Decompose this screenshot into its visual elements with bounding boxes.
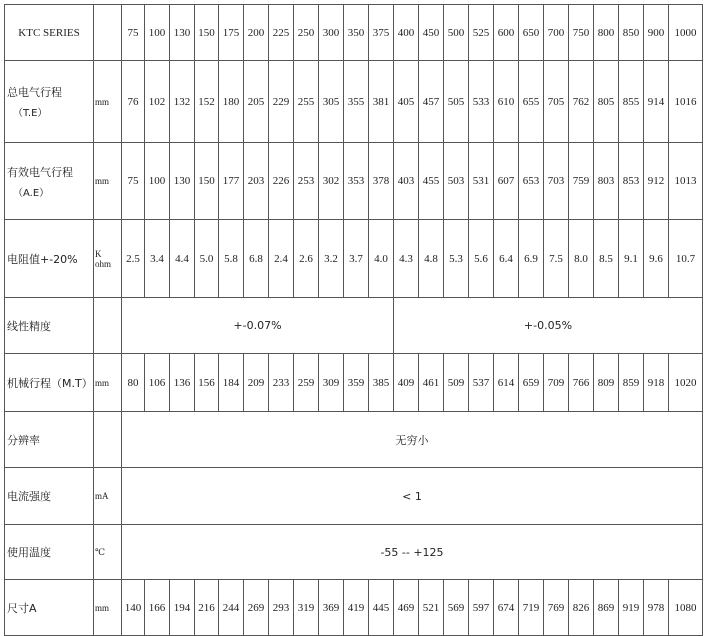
cell-te-8: 305 [319, 61, 344, 143]
cell-resistance-5: 6.8 [244, 220, 269, 298]
linearity-value-a: +-0.07% [122, 298, 394, 354]
cell-resistance-6: 2.4 [269, 220, 294, 298]
row-label-te-text: 总电气行程 [7, 86, 62, 99]
cell-te-22: 1016 [669, 61, 703, 143]
cell-te-5: 205 [244, 61, 269, 143]
cell-te-7: 255 [294, 61, 319, 143]
cell-dim_a-16: 719 [519, 580, 544, 636]
cell-ae-5: 203 [244, 143, 269, 220]
cell-header-16: 650 [519, 5, 544, 61]
cell-ae-1: 100 [145, 143, 170, 220]
cell-header-10: 375 [369, 5, 394, 61]
cell-dim_a-10: 445 [369, 580, 394, 636]
cell-header-21: 900 [644, 5, 669, 61]
row-unit-resistance-ohm: ohm [95, 258, 112, 269]
row-label-ae-sub: （A.E） [13, 187, 50, 199]
cell-ae-4: 177 [219, 143, 244, 220]
cell-mt-12: 461 [419, 354, 444, 412]
linearity-value-b: +-0.05% [394, 298, 703, 354]
cell-resistance-11: 4.3 [394, 220, 419, 298]
cell-te-12: 457 [419, 61, 444, 143]
cell-mt-2: 136 [170, 354, 195, 412]
cell-dim_a-9: 419 [344, 580, 369, 636]
row-label-te [5, 61, 94, 143]
cell-resistance-3: 5.0 [195, 220, 219, 298]
row-label-temperature: 使用温度 [5, 525, 94, 580]
cell-mt-0: 80 [122, 354, 145, 412]
cell-header-5: 200 [244, 5, 269, 61]
cell-ae-7: 253 [294, 143, 319, 220]
cell-header-14: 525 [469, 5, 494, 61]
cell-te-11: 405 [394, 61, 419, 143]
cell-ae-6: 226 [269, 143, 294, 220]
row-unit-resistance [94, 220, 122, 298]
row-label-resolution: 分辨率 [5, 412, 94, 468]
cell-dim_a-14: 597 [469, 580, 494, 636]
cell-header-12: 450 [419, 5, 444, 61]
cell-resistance-1: 3.4 [145, 220, 170, 298]
cell-dim_a-1: 166 [145, 580, 170, 636]
row-label-current: 电流强度 [5, 468, 94, 525]
cell-header-13: 500 [444, 5, 469, 61]
cell-dim_a-18: 826 [569, 580, 594, 636]
row-unit-te: mm [94, 61, 122, 143]
cell-ae-12: 455 [419, 143, 444, 220]
cell-ae-2: 130 [170, 143, 195, 220]
row-unit-temperature: ℃ [94, 525, 122, 580]
cell-mt-14: 537 [469, 354, 494, 412]
cell-ae-15: 607 [494, 143, 519, 220]
cell-resistance-21: 9.6 [644, 220, 669, 298]
cell-te-3: 152 [195, 61, 219, 143]
row-label-resistance: 电阻值+-20% [5, 220, 94, 298]
cell-resistance-4: 5.8 [219, 220, 244, 298]
cell-mt-6: 233 [269, 354, 294, 412]
row-unit-mt: mm [94, 354, 122, 412]
cell-resistance-7: 2.6 [294, 220, 319, 298]
cell-te-4: 180 [219, 61, 244, 143]
cell-header-4: 175 [219, 5, 244, 61]
cell-ae-22: 1013 [669, 143, 703, 220]
cell-ae-17: 703 [544, 143, 569, 220]
spec-table [4, 4, 703, 636]
cell-dim_a-7: 319 [294, 580, 319, 636]
cell-resistance-19: 8.5 [594, 220, 619, 298]
row-label-ae [5, 143, 94, 220]
cell-te-21: 914 [644, 61, 669, 143]
row-label-dim-a: 尺寸A [5, 580, 94, 636]
cell-dim_a-20: 919 [619, 580, 644, 636]
table-row-resistance [5, 220, 703, 298]
cell-resistance-16: 6.9 [519, 220, 544, 298]
cell-dim_a-22: 1080 [669, 580, 703, 636]
cell-te-2: 132 [170, 61, 195, 143]
cell-dim_a-6: 293 [269, 580, 294, 636]
row-label-linearity: 线性精度 [5, 298, 94, 354]
table-row-temperature [5, 525, 703, 580]
cell-mt-22: 1020 [669, 354, 703, 412]
cell-mt-16: 659 [519, 354, 544, 412]
cell-mt-17: 709 [544, 354, 569, 412]
cell-header-1: 100 [145, 5, 170, 61]
row-label-mt: 机械行程（M.T） [5, 354, 94, 412]
cell-mt-1: 106 [145, 354, 170, 412]
cell-resistance-15: 6.4 [494, 220, 519, 298]
cell-dim_a-11: 469 [394, 580, 419, 636]
cell-dim_a-4: 244 [219, 580, 244, 636]
cell-ae-20: 853 [619, 143, 644, 220]
cell-dim_a-17: 769 [544, 580, 569, 636]
table-row-linearity [5, 298, 703, 354]
cell-te-18: 762 [569, 61, 594, 143]
resolution-value: 无穷小 [122, 412, 703, 468]
table-row-current [5, 468, 703, 525]
cell-header-2: 130 [170, 5, 195, 61]
row-unit-resolution [94, 412, 122, 468]
cell-ae-10: 378 [369, 143, 394, 220]
cell-resistance-13: 5.3 [444, 220, 469, 298]
cell-te-16: 655 [519, 61, 544, 143]
row-unit-linearity [94, 298, 122, 354]
cell-header-9: 350 [344, 5, 369, 61]
cell-resistance-8: 3.2 [319, 220, 344, 298]
table-row-dim-a [5, 580, 703, 636]
cell-resistance-14: 5.6 [469, 220, 494, 298]
cell-ae-9: 353 [344, 143, 369, 220]
cell-resistance-10: 4.0 [369, 220, 394, 298]
cell-dim_a-13: 569 [444, 580, 469, 636]
temperature-value: -55 -- +125 [122, 525, 703, 580]
cell-mt-3: 156 [195, 354, 219, 412]
cell-header-6: 225 [269, 5, 294, 61]
cell-te-20: 855 [619, 61, 644, 143]
cell-mt-5: 209 [244, 354, 269, 412]
cell-dim_a-3: 216 [195, 580, 219, 636]
cell-dim_a-2: 194 [170, 580, 195, 636]
cell-resistance-12: 4.8 [419, 220, 444, 298]
cell-ae-18: 759 [569, 143, 594, 220]
table-row-mt [5, 354, 703, 412]
cell-mt-13: 509 [444, 354, 469, 412]
cell-ae-21: 912 [644, 143, 669, 220]
cell-mt-19: 809 [594, 354, 619, 412]
cell-mt-7: 259 [294, 354, 319, 412]
cell-dim_a-15: 674 [494, 580, 519, 636]
cell-mt-11: 409 [394, 354, 419, 412]
row-unit-ae: mm [94, 143, 122, 220]
cell-dim_a-19: 869 [594, 580, 619, 636]
cell-header-8: 300 [319, 5, 344, 61]
cell-te-17: 705 [544, 61, 569, 143]
cell-ae-8: 302 [319, 143, 344, 220]
cell-ae-16: 653 [519, 143, 544, 220]
header-unit-cell [94, 5, 122, 61]
series-label: KTC SERIES [5, 5, 94, 61]
cell-resistance-20: 9.1 [619, 220, 644, 298]
cell-ae-19: 803 [594, 143, 619, 220]
row-label-ae-text: 有效电气行程 [7, 165, 73, 179]
cell-resistance-9: 3.7 [344, 220, 369, 298]
cell-dim_a-21: 978 [644, 580, 669, 636]
cell-resistance-18: 8.0 [569, 220, 594, 298]
cell-resistance-0: 2.5 [122, 220, 145, 298]
row-unit-dim-a: mm [94, 580, 122, 636]
cell-header-20: 850 [619, 5, 644, 61]
cell-te-19: 805 [594, 61, 619, 143]
cell-mt-8: 309 [319, 354, 344, 412]
cell-mt-18: 766 [569, 354, 594, 412]
cell-ae-3: 150 [195, 143, 219, 220]
row-label-te-sub: （T.E） [13, 108, 48, 119]
cell-te-1: 102 [145, 61, 170, 143]
cell-te-6: 229 [269, 61, 294, 143]
row-unit-current: mA [94, 468, 122, 525]
cell-te-14: 533 [469, 61, 494, 143]
cell-header-18: 750 [569, 5, 594, 61]
cell-mt-9: 359 [344, 354, 369, 412]
cell-header-3: 150 [195, 5, 219, 61]
cell-mt-10: 385 [369, 354, 394, 412]
cell-te-13: 505 [444, 61, 469, 143]
row-unit-resistance-k: K [95, 248, 102, 259]
cell-header-7: 250 [294, 5, 319, 61]
cell-resistance-22: 10.7 [669, 220, 703, 298]
cell-header-17: 700 [544, 5, 569, 61]
cell-ae-13: 503 [444, 143, 469, 220]
cell-mt-4: 184 [219, 354, 244, 412]
cell-te-10: 381 [369, 61, 394, 143]
cell-dim_a-5: 269 [244, 580, 269, 636]
cell-ae-14: 531 [469, 143, 494, 220]
table-row-resolution [5, 412, 703, 468]
cell-mt-15: 614 [494, 354, 519, 412]
cell-dim_a-8: 369 [319, 580, 344, 636]
cell-resistance-2: 4.4 [170, 220, 195, 298]
cell-resistance-17: 7.5 [544, 220, 569, 298]
cell-te-9: 355 [344, 61, 369, 143]
cell-header-19: 800 [594, 5, 619, 61]
cell-mt-21: 918 [644, 354, 669, 412]
cell-ae-0: 75 [122, 143, 145, 220]
cell-dim_a-0: 140 [122, 580, 145, 636]
cell-header-22: 1000 [669, 5, 703, 61]
cell-mt-20: 859 [619, 354, 644, 412]
current-value: < 1 [122, 468, 703, 525]
table-row-ae [5, 143, 703, 220]
cell-dim_a-12: 521 [419, 580, 444, 636]
header-row [5, 5, 703, 61]
cell-te-0: 76 [122, 61, 145, 143]
cell-header-0: 75 [122, 5, 145, 61]
cell-header-11: 400 [394, 5, 419, 61]
cell-te-15: 610 [494, 61, 519, 143]
cell-ae-11: 403 [394, 143, 419, 220]
table-row-te [5, 61, 703, 143]
cell-header-15: 600 [494, 5, 519, 61]
